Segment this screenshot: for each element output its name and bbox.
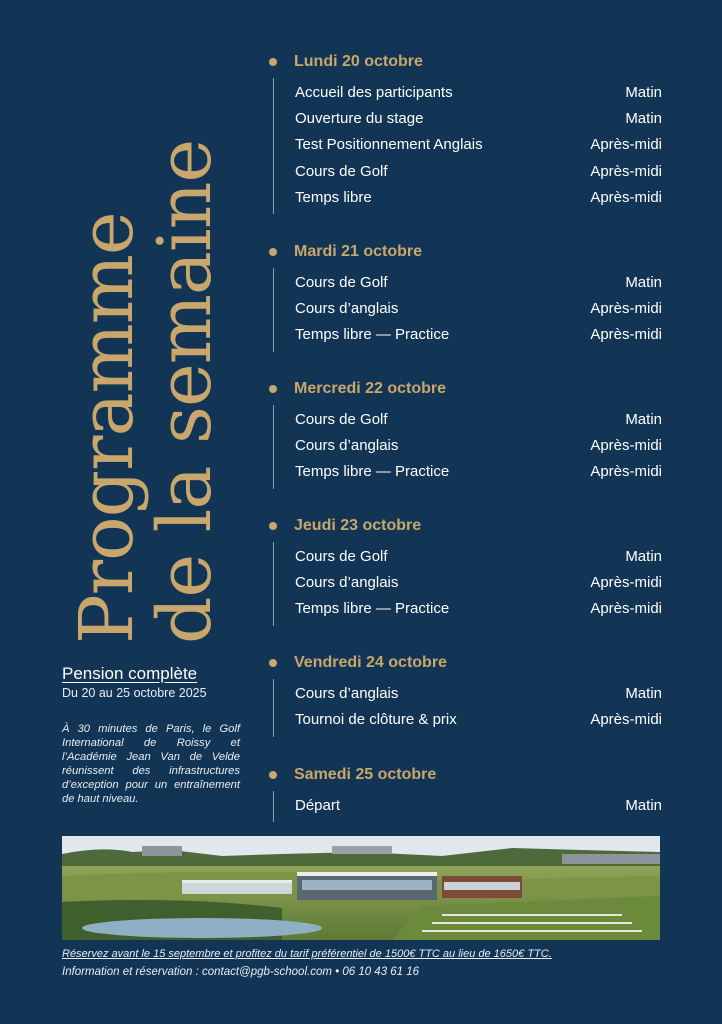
activity-time: Après-midi [590, 436, 662, 454]
activity-name: Temps libre [295, 188, 372, 206]
activity-time: Après-midi [590, 188, 662, 206]
activity-time: Après-midi [590, 299, 662, 317]
activity-time: Matin [625, 83, 662, 101]
day-header [270, 516, 662, 536]
pension-dates: Du 20 au 25 octobre 2025 [62, 686, 207, 700]
activity-row [295, 79, 662, 105]
day-title: Mardi 21 octobre [294, 243, 423, 260]
activity-name: Cours d’anglais [295, 684, 399, 702]
activity-name: Cours de Golf [295, 162, 388, 180]
day-activities [273, 791, 662, 822]
activity-time: Après-midi [590, 326, 662, 344]
activity-name: Temps libre — Practice [295, 600, 450, 618]
activity-name: Temps libre — Practice [295, 326, 450, 344]
activity-name: Temps libre — Practice [295, 463, 450, 481]
day-section [270, 653, 662, 737]
activity-row [295, 184, 662, 210]
activity-time: Après-midi [590, 463, 662, 481]
activity-name: Cours d’anglais [295, 436, 399, 454]
activity-time: Matin [625, 796, 662, 814]
activity-row [295, 596, 662, 622]
activity-time: Matin [625, 547, 662, 565]
pension-title: Pension complète [62, 664, 198, 683]
activity-time: Après-midi [590, 710, 662, 728]
activity-time: Matin [625, 684, 662, 702]
activity-row [295, 295, 662, 321]
activity-name: Départ [295, 796, 341, 814]
activity-name: Cours de Golf [295, 547, 388, 565]
day-activities [273, 268, 662, 352]
day-section [270, 516, 662, 626]
activity-time: Après-midi [590, 600, 662, 618]
day-header [270, 379, 662, 399]
golf-club-photo [62, 836, 660, 940]
activity-time: Matin [625, 410, 662, 428]
day-activities [273, 679, 662, 737]
activity-name: Cours de Golf [295, 410, 388, 428]
offer-note: Réservez avant le 15 septembre et profitez du tarif préférentiel de 1500€ TTC au lieu de 1650€ TTC. [62, 948, 552, 960]
activity-name: Tournoi de clôture & prix [295, 710, 457, 728]
activity-row [295, 158, 662, 184]
title-line-2: de la semaine [142, 139, 228, 644]
activity-row [295, 269, 662, 295]
day-title: Samedi 25 octobre [294, 766, 437, 783]
day-header [270, 242, 662, 262]
activity-time: Matin [625, 273, 662, 291]
activity-name: Accueil des participants [295, 83, 453, 101]
activity-time: Après-midi [590, 136, 662, 154]
bullet-dot-icon [269, 248, 277, 256]
activity-row [295, 322, 662, 348]
activity-row [295, 792, 662, 818]
day-title: Lundi 20 octobre [294, 53, 423, 70]
day-section [270, 52, 662, 214]
activity-row [295, 132, 662, 158]
page-title [62, 40, 232, 644]
day-activities [273, 542, 662, 626]
day-section [270, 379, 662, 489]
day-title: Vendredi 24 octobre [294, 654, 447, 671]
activity-row [295, 680, 662, 706]
day-header [270, 52, 662, 72]
day-section [270, 242, 662, 352]
day-activities [273, 405, 662, 489]
activity-row [295, 105, 662, 131]
title-line-1: Programme [64, 212, 150, 644]
day-title: Mercredi 22 octobre [294, 380, 447, 397]
activity-row [295, 706, 662, 732]
pension-block [62, 664, 240, 806]
day-header [270, 653, 662, 673]
day-title: Jeudi 23 octobre [294, 517, 422, 534]
activity-time: Matin [625, 109, 662, 127]
activity-row [295, 543, 662, 569]
bullet-dot-icon [269, 771, 277, 779]
pension-description: À 30 minutes de Paris, le Golf International de Roissy et l’Académie Jean Van de Velde réunissent des infrastructures d’exception pour un entraînement de haut niveau. [62, 723, 240, 805]
activity-row [295, 569, 662, 595]
activity-time: Après-midi [590, 162, 662, 180]
bullet-dot-icon [269, 385, 277, 393]
bullet-dot-icon [269, 522, 277, 530]
activity-name: Cours d’anglais [295, 573, 399, 591]
activity-row [295, 432, 662, 458]
day-section [270, 765, 662, 822]
activity-name: Cours d’anglais [295, 299, 399, 317]
day-header [270, 765, 662, 785]
bullet-dot-icon [269, 659, 277, 667]
contact-info: Information et réservation : contact@pgb-school.com • 06 10 43 61 16 [62, 966, 420, 978]
activity-row [295, 459, 662, 485]
activity-time: Après-midi [590, 573, 662, 591]
day-activities [273, 78, 662, 214]
activity-name: Test Positionnement Anglais [295, 136, 483, 154]
bullet-dot-icon [269, 58, 277, 66]
activity-row [295, 406, 662, 432]
activity-name: Cours de Golf [295, 273, 388, 291]
activity-name: Ouverture du stage [295, 109, 424, 127]
